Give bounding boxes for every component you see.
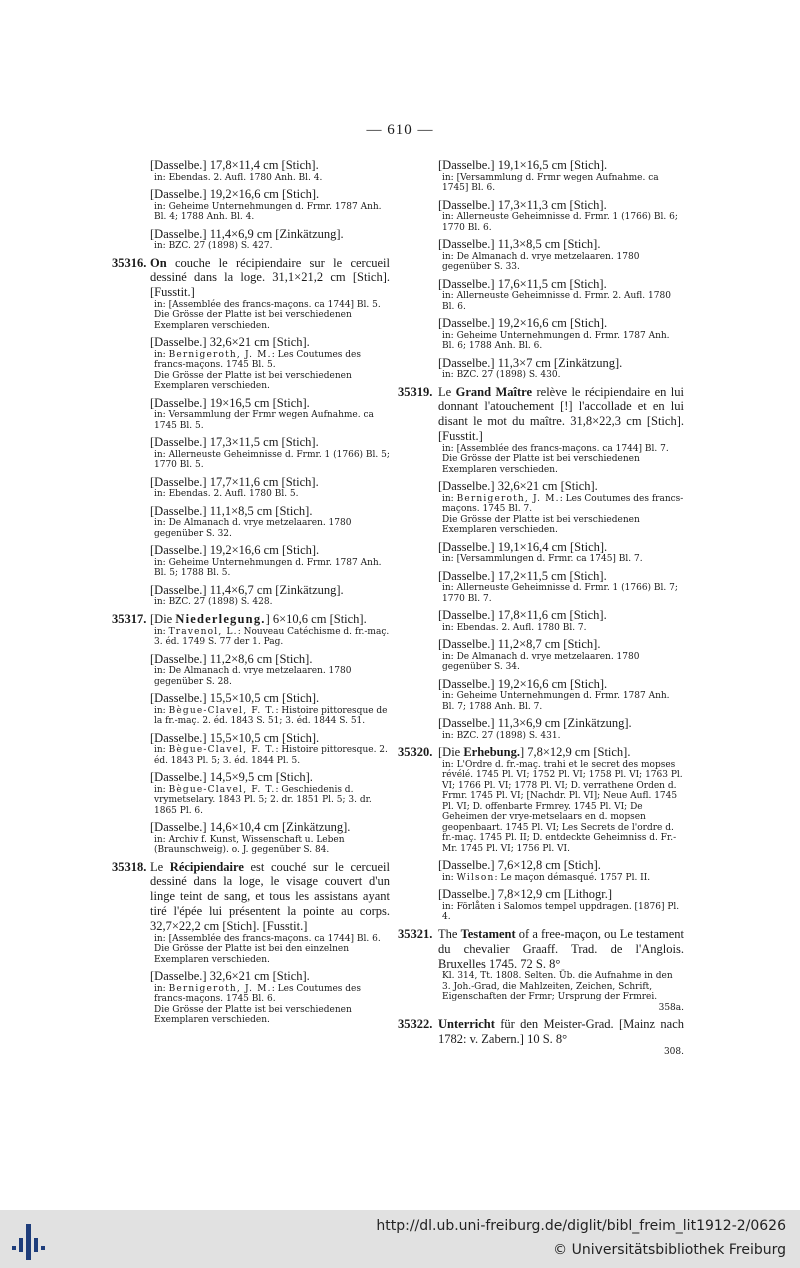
- variant-source: in: Allerneuste Geheimnisse d. Frmr. 1 (1766) Bl. 7; 1770 Bl. 7.: [442, 583, 678, 604]
- source-author: Bernigeroth, J. M.: [168, 349, 272, 360]
- variant-line: [Dasselbe.] 19,1×16,4 cm [Stich].: [438, 539, 608, 554]
- entry-heading-text: ] 7,8×12,9 cm [Stich].: [519, 745, 631, 760]
- variant-entry: [438, 608, 684, 633]
- variant-source: in: BZC. 27 (1898) S. 427.: [154, 241, 273, 251]
- variant-line: [Dasselbe.] 19,2×16,6 cm [Stich].: [150, 187, 320, 201]
- entry-source: in: [Assemblée des francs-maçons. ca 1744] Bl. 6.: [154, 933, 381, 944]
- entry-number: 35319.: [398, 384, 433, 399]
- variant-line: [Dasselbe.] 7,8×12,9 cm [Lithogr.]: [438, 887, 613, 902]
- source-author: Bègue-Clavel, F. T.: [168, 784, 276, 795]
- entry-reference: 358a.: [658, 1002, 684, 1013]
- variant-source: in: Versammlung der Frmr wegen Aufnahme. ca 1745 Bl. 5.: [154, 410, 374, 431]
- variant-source: in: De Almanach d. vrye metzelaaren. 1780 gegenüber S. 34.: [442, 651, 640, 673]
- variant-source: in: BZC. 27 (1898) S. 428.: [154, 597, 273, 608]
- variant-line: [Dasselbe.] 17,8×11,6 cm [Stich].: [438, 608, 607, 623]
- page-number: — 610 —: [366, 122, 434, 138]
- variant-entry: [112, 227, 390, 252]
- entry-title: Testament: [460, 926, 516, 941]
- source-author: Bègue-Clavel, F. T.: [168, 745, 276, 756]
- variant-line: [Dasselbe.] 17,3×11,3 cm [Stich].: [438, 197, 607, 212]
- footer-url-link[interactable]: http://dl.ub.uni-freiburg.de/diglit/bibl_freim_lit1912-2/0626: [376, 1218, 786, 1234]
- variant-line: [Dasselbe.] 17,6×11,5 cm [Stich].: [438, 276, 607, 291]
- variant-source: in: Bègue-Clavel, F. T.: Histoire pittoresque de la fr.-maç. 2. éd. 1843 S. 51; 3. éd. 1844 S. 51.: [154, 705, 388, 727]
- entry-title: On: [150, 255, 167, 270]
- variant-line: [Dasselbe.] 17,8×11,4 cm [Stich].: [150, 158, 319, 172]
- variant-line: [Dasselbe.] 15,5×10,5 cm [Stich].: [150, 730, 320, 745]
- variant-entry: [400, 198, 684, 234]
- variant-line: [Dasselbe.] 14,5×9,5 cm [Stich].: [150, 770, 313, 785]
- variant-line: [Dasselbe.] 11,2×8,6 cm [Stich].: [150, 651, 313, 666]
- entry-number: 35322.: [398, 1017, 433, 1032]
- variant-source: in: Allerneuste Geheimnisse d. Frmr. 2. Aufl. 1780 Bl. 6.: [442, 291, 671, 312]
- variant-entry: [150, 435, 390, 471]
- source-author: Bernigeroth, J. M.: [456, 493, 560, 504]
- variant-source: in: Wilson: Le maçon démasqué. 1757 Pl. II.: [442, 872, 651, 883]
- variant-line: [Dasselbe.] 32,6×21 cm [Stich].: [150, 969, 310, 984]
- entry-heading: [150, 256, 390, 300]
- entry-source: in: [Assemblée des francs-maçons. ca 1744] Bl. 5.: [154, 299, 381, 310]
- variant-entry: [400, 277, 684, 313]
- entry-title: Erhebung.: [463, 745, 520, 760]
- variant-entry: [400, 237, 684, 273]
- variant-line: [Dasselbe.] 11,3×6,9 cm [Zinkätzung].: [438, 716, 632, 731]
- variant-entry: [150, 770, 390, 816]
- variant-entry: [438, 677, 684, 713]
- variant-entry: [438, 887, 684, 923]
- variant-line: [Dasselbe.] 7,6×12,8 cm [Stich].: [438, 858, 601, 873]
- entry-number: 35317.: [112, 611, 147, 626]
- variant-source: in: Bègue-Clavel, F. T.: Histoire pittoresque. 2. éd. 1843 Pl. 5; 3. éd. 1844 Pl. 5.: [154, 745, 388, 766]
- variant-source: in: Bernigeroth, J. M.: Les Coutumes des francs-maçons. 1745 Bl. 6.: [154, 983, 361, 1005]
- variant-source: in: Geheime Unternehmungen d. Frmr. 1787 Anh. Bl. 4; 1788 Anh. Bl. 4.: [154, 201, 382, 222]
- variant-source: in: Ebendas. 2. Aufl. 1780 Anh. Bl. 4.: [154, 172, 323, 183]
- variant-line: [Dasselbe.] 17,7×11,6 cm [Stich].: [150, 474, 319, 489]
- source-text: : Les Coutumes des francs-maçons. 1745 Bl. 6.: [154, 983, 361, 1005]
- entry-note: Die Grösse der Platte ist bei verschiedenen Exemplaren verschieden.: [154, 310, 352, 331]
- variant-entry: [438, 540, 684, 565]
- source-text: : Les Coutumes des francs-maçons. 1745 Bl. 7.: [442, 493, 684, 515]
- variant-source: in: Allerneuste Geheimnisse d. Frmr. 1 (1766) Bl. 5; 1770 Bl. 5.: [154, 449, 390, 471]
- variant-entry: [150, 335, 390, 392]
- catalog-entry-35320: [400, 745, 684, 923]
- variant-entry: [438, 858, 684, 883]
- variant-line: [Dasselbe.] 11,4×6,9 cm [Zinkätzung].: [150, 226, 344, 241]
- variant-line: [Dasselbe.] 19,2×16,6 cm [Stich].: [438, 316, 608, 330]
- variant-source: in: BZC. 27 (1898) S. 431.: [442, 730, 561, 741]
- variant-entry: [112, 187, 390, 223]
- entry-reference: 308.: [663, 1046, 684, 1057]
- variant-line: [Dasselbe.] 11,4×6,7 cm [Zinkätzung].: [150, 582, 344, 597]
- variant-entry: [150, 504, 390, 540]
- entry-heading-text: für den Meister-Grad. [Mainz nach 1782: v. Zabern.] 10 S. 8°: [438, 1017, 684, 1047]
- entry-heading-prefix: Le: [150, 859, 170, 874]
- variant-entry: [150, 731, 390, 767]
- entry-heading: [438, 1017, 684, 1047]
- variant-source: in: [Versammlung d. Frmr wegen Aufnahme. ca 1745] Bl. 6.: [442, 172, 659, 193]
- variant-entry: [150, 396, 390, 432]
- catalog-entry-35316: [112, 256, 390, 608]
- source-author: Bègue-Clavel, F. T.: [168, 705, 276, 716]
- variant-entry: [400, 316, 684, 352]
- variant-entry: [112, 158, 390, 183]
- entry-source: in: L'Ordre d. fr.-maç. trahi et le secret des mopses révélé. 1745 Pl. VI; 1752 Pl. VI; 1758 Pl. VI; 1763 Pl. VI; 1766 Pl. VI; 1778 Pl. VI; D. verrathene Orden d. Frmr. 1745 Pl. VI; [Nachdr. Pl. VI]; Neue Aufl. 1745 Pl. VI; D. offenbarte Frmrey. 1745 Pl. VI; De Geheimen der vrye-metselaars en d. mopsen geopenbaart. 1745 Pl. VI; Les Secrets de l'ordre d. fr.-maç. 1745 Pl. II; D. entdeckte Geheimniss d. Fr.-Mr. 1745 Pl. VI; 1756 Pl. VI.: [442, 759, 683, 854]
- source-author: Wilson: [456, 872, 495, 883]
- source-text: : Nouveau Catéchisme d. fr.-maç. 3. éd. 1749 S. 77 der 1. Pag.: [154, 626, 390, 648]
- left-column: [112, 158, 390, 1030]
- entry-source: in: [Assemblée des francs-maçons. ca 1744] Bl. 7.: [442, 443, 669, 454]
- entry-note: Die Grösse der Platte ist bei den einzelnen Exemplaren verschieden.: [154, 944, 349, 965]
- catalog-entry-35319: [400, 385, 684, 742]
- entry-heading-text: est couché sur le cercueil dessiné dans la loge, le visage couvert d'un linge teint de sang, et tous les assistans ayant tiré l'épée lui présentent la pointe au corps. 32,7×22,2 cm [Stich]. [Fusstit.]: [150, 859, 390, 933]
- variant-source: in: Bernigeroth, J. M.: Les Coutumes des francs-maçons. 1745 Bl. 7.: [442, 493, 684, 515]
- variant-entry: [438, 479, 684, 536]
- variant-entry: [400, 158, 684, 194]
- entry-heading: [438, 927, 684, 971]
- variant-line: [Dasselbe.] 19,2×16,6 cm [Stich].: [150, 543, 320, 558]
- entry-number: 35316.: [112, 255, 147, 270]
- variant-source: in: Ebendas. 2. Aufl. 1780 Bl. 5.: [154, 489, 299, 500]
- source-text: : Les Coutumes des francs-maçons. 1745 Bl. 5.: [154, 349, 361, 371]
- variant-source: in: De Almanach d. vrye metzelaaren. 1780 gegenüber S. 28.: [154, 666, 352, 687]
- ub-freiburg-logo-icon: [12, 1220, 52, 1260]
- source-author: Bernigeroth, J. M.: [168, 983, 272, 994]
- variant-entry: [150, 475, 390, 500]
- variant-entry: [150, 583, 390, 608]
- variant-source: in: [Versammlungen d. Frmr. ca 1745] Bl. 7.: [442, 554, 643, 565]
- variant-entry: [438, 569, 684, 605]
- variant-entry: [150, 969, 390, 1026]
- entry-title: Niederlegung.: [175, 611, 266, 626]
- entry-heading-prefix: Le: [438, 384, 456, 399]
- source-author: Travenol, L.: [168, 626, 238, 637]
- entry-heading-text: couche le récipiendaire sur le cercueil dessiné dans la loge. 31,1×21,2 cm [Stich]. [Fusstit.]: [150, 255, 390, 300]
- variant-line: [Dasselbe.] 11,3×8,5 cm [Stich].: [438, 237, 601, 251]
- variant-entry: [438, 637, 684, 673]
- entry-heading-text: ] 6×10,6 cm [Stich].: [265, 611, 367, 626]
- entry-heading-prefix: The: [438, 926, 461, 941]
- catalog-entry-35322: [400, 1017, 684, 1057]
- source-text: : Geschiedenis d. vrymetselary. 1843 Pl. 5; 2. dr. 1851 Pl. 5; 3. dr. 1865 Pl. 6.: [154, 784, 372, 816]
- variant-line: [Dasselbe.] 19,1×16,5 cm [Stich].: [438, 158, 608, 172]
- entry-source: in: Travenol, L.: Nouveau Catéchisme d. fr.-maç. 3. éd. 1749 S. 77 der 1. Pag.: [154, 626, 390, 648]
- entry-title: Grand Maître: [455, 384, 533, 399]
- variant-entry: [400, 356, 684, 381]
- entry-number: 35318.: [112, 859, 147, 874]
- source-text: : Histoire pittoresque. 2. éd. 1843 Pl. 5; 3. éd. 1844 Pl. 5.: [154, 745, 388, 766]
- entry-heading: [150, 860, 390, 934]
- variant-line: [Dasselbe.] 15,5×10,5 cm [Stich].: [150, 691, 320, 706]
- entry-number: 35320.: [398, 745, 433, 760]
- variant-line: [Dasselbe.] 19,2×16,6 cm [Stich].: [438, 676, 608, 691]
- variant-source: in: Geheime Unternehmungen d. Frmr. 1787 Anh. Bl. 5; 1788 Bl. 5.: [154, 557, 382, 579]
- variant-line: [Dasselbe.] 14,6×10,4 cm [Zinkätzung].: [150, 820, 351, 835]
- variant-line: [Dasselbe.] 19×16,5 cm [Stich].: [150, 395, 310, 410]
- variant-note: Die Grösse der Platte ist bei verschiedenen Exemplaren verschieden.: [442, 514, 640, 536]
- source-text: : Histoire pittoresque de la fr.-maç. 2. éd. 1843 S. 51; 3. éd. 1844 S. 51.: [154, 705, 388, 727]
- variant-source: in: Förlåten i Salomos tempel uppdragen. [1876] Pl. 4.: [442, 901, 680, 923]
- variant-source: in: Geheime Unternehmungen d. Frmr. 1787 Anh. Bl. 6; 1788 Anh. Bl. 6.: [442, 330, 670, 351]
- variant-source: in: Archiv f. Kunst, Wissenschaft u. Leben (Braunschweig). o. J. gegenüber S. 84.: [154, 834, 345, 856]
- variant-line: [Dasselbe.] 11,1×8,5 cm [Stich].: [150, 503, 313, 518]
- variant-line: [Dasselbe.] 32,6×21 cm [Stich].: [150, 335, 310, 350]
- footer-copyright: © Universitätsbibliothek Freiburg: [553, 1242, 786, 1258]
- variant-entry: [150, 820, 390, 856]
- variant-entry: [150, 652, 390, 688]
- entry-heading: [438, 385, 684, 444]
- entry-heading-prefix: [Die: [150, 611, 176, 626]
- variant-source: in: Bernigeroth, J. M.: Les Coutumes des francs-maçons. 1745 Bl. 5.: [154, 349, 361, 371]
- footer-bar: [0, 1210, 800, 1268]
- catalog-entry-35318: [112, 860, 390, 1026]
- entry-title: Unterricht: [438, 1017, 495, 1032]
- variant-note: Die Grösse der Platte ist bei verschiedenen Exemplaren verschieden.: [154, 370, 352, 392]
- entry-heading-prefix: [Die: [438, 745, 464, 760]
- variant-source: in: Bègue-Clavel, F. T.: Geschiedenis d. vrymetselary. 1843 Pl. 5; 2. dr. 1851 Pl. 5; 3. dr. 1865 Pl. 6.: [154, 784, 372, 816]
- right-column: [400, 158, 684, 1057]
- variant-line: [Dasselbe.] 17,2×11,5 cm [Stich].: [438, 568, 607, 583]
- variant-note: Die Grösse der Platte ist bei verschiedenen Exemplaren verschieden.: [154, 1004, 352, 1026]
- catalog-entry-35317: [112, 612, 390, 856]
- variant-source: in: Ebendas. 2. Aufl. 1780 Bl. 7.: [442, 622, 587, 633]
- variant-source: in: De Almanach d. vrye metzelaaren. 1780 gegenüber S. 33.: [442, 251, 640, 272]
- entry-title: Récipiendaire: [169, 859, 244, 874]
- variant-entry: [150, 691, 390, 727]
- variant-entry: [438, 716, 684, 741]
- variant-line: [Dasselbe.] 11,2×8,7 cm [Stich].: [438, 637, 601, 652]
- variant-source: in: BZC. 27 (1898) S. 430.: [442, 370, 561, 380]
- entry-heading-text: of a free-maçon, ou Le testament du chevalier Graaff. Trad. de l'Anglois. Bruxelles 1745. 72 S. 8°: [438, 926, 684, 971]
- variant-entry: [150, 543, 390, 579]
- catalog-entry-35321: [400, 927, 684, 1013]
- entry-heading: [150, 612, 390, 627]
- entry-heading-text: relève le récipiendaire en lui donnant l'atouchement [!] l'accollade et en lui disant le mot du maître. 31,8×22,3 cm [Stich]. [Fusstit.]: [438, 384, 685, 443]
- variant-line: [Dasselbe.] 32,6×21 cm [Stich].: [438, 479, 598, 494]
- variant-source: in: De Almanach d. vrye metzelaaren. 1780 gegenüber S. 32.: [154, 518, 352, 539]
- entry-heading: [438, 745, 684, 760]
- variant-line: [Dasselbe.] 11,3×7 cm [Zinkätzung].: [438, 355, 623, 370]
- entry-note: Kl. 314, Tt. 1808. Selten. Üb. die Aufnahme in den 3. Joh.-Grad, die Mahlzeiten, Zeichen, Schrift, Eigenschaften der Frmr; Ursprung der Frmrei.: [442, 971, 673, 1003]
- variant-source: in: Allerneuste Geheimnisse d. Frmr. 1 (1766) Bl. 6; 1770 Bl. 6.: [442, 212, 678, 233]
- source-text: : Le maçon démasqué. 1757 Pl. II.: [494, 872, 651, 883]
- entry-number: 35321.: [398, 926, 433, 941]
- entry-note: Die Grösse der Platte ist bei verschiedenen Exemplaren verschieden.: [442, 454, 640, 475]
- variant-line: [Dasselbe.] 17,3×11,5 cm [Stich].: [150, 435, 319, 450]
- variant-source: in: Geheime Unternehmungen d. Frmr. 1787 Anh. Bl. 7; 1788 Anh. Bl. 7.: [442, 691, 670, 712]
